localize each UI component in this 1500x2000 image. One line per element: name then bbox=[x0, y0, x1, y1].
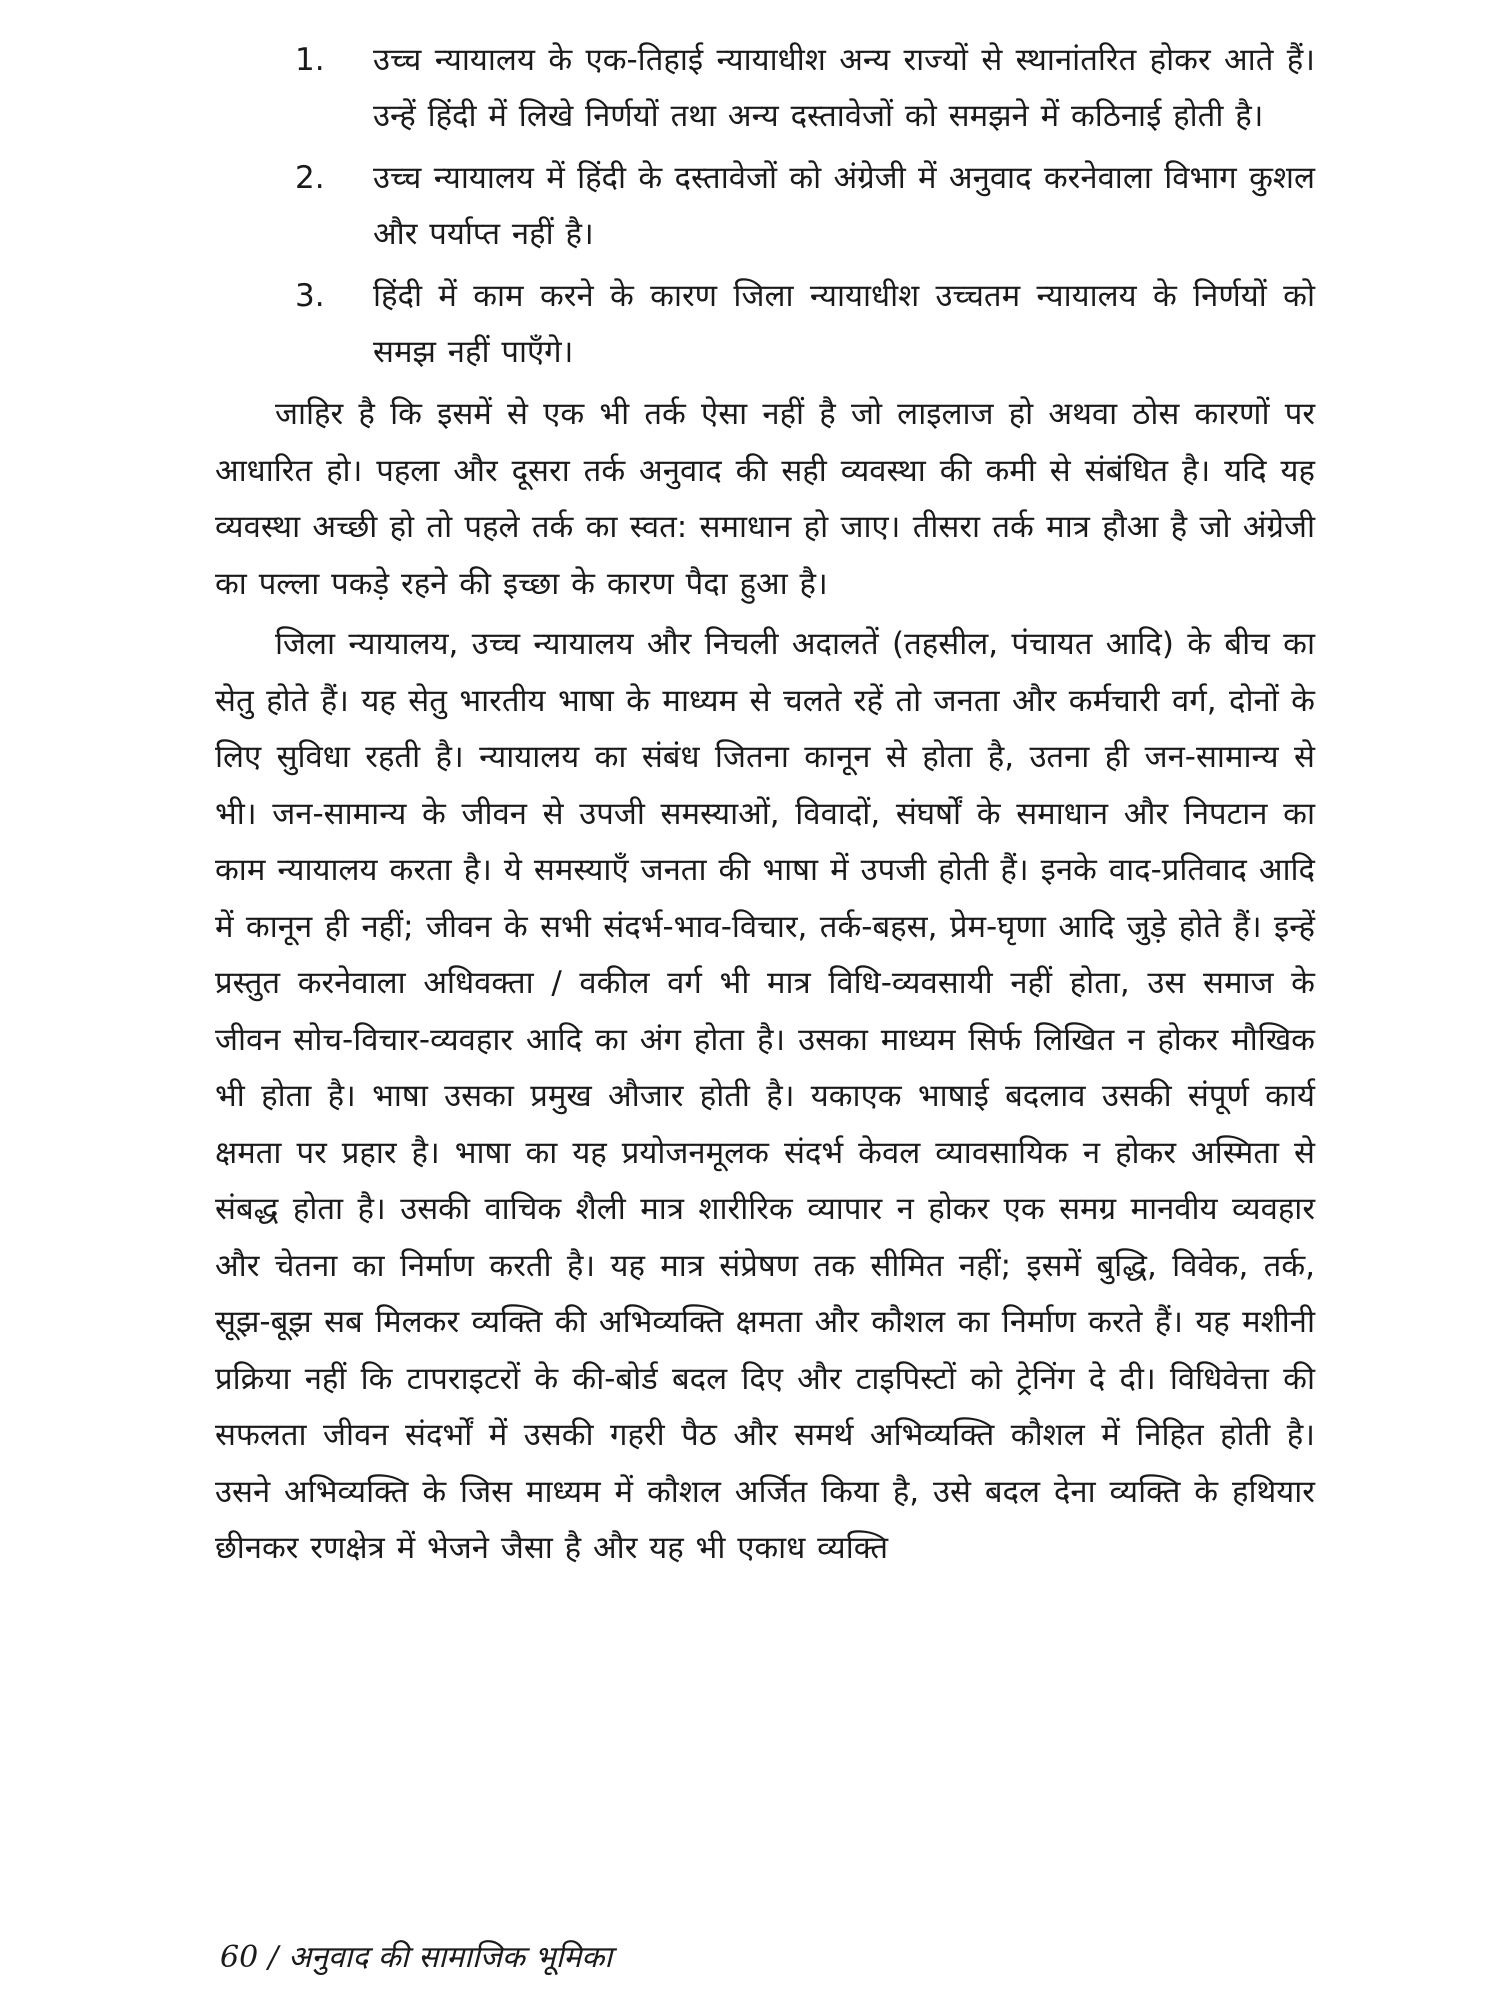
list-item bbox=[215, 150, 1315, 262]
book-title: अनुवाद की सामाजिक भूमिका bbox=[288, 1940, 613, 1975]
page-footer bbox=[220, 1935, 612, 1976]
list-item-text: उच्च न्यायालय के एक-तिहाई न्यायाधीश अन्य राज्यों से स्थानांतरित होकर आते हैं। उन्हें हिंदी में लिखे निर्णयों तथा अन्य दस्तावेजों को समझने में कठिनाई होती है। bbox=[373, 42, 1315, 134]
list-item-text: हिंदी में काम करने के कारण जिला न्यायाधीश उच्चतम न्यायालय के निर्णयों को समझ नहीं पाएँगे। bbox=[373, 278, 1315, 370]
list-item bbox=[215, 268, 1315, 380]
list-item-number: 3. bbox=[295, 278, 325, 314]
list-item-number: 1. bbox=[295, 42, 325, 78]
paragraph: जिला न्यायालय, उच्च न्यायालय और निचली अदालतें (तहसील, पंचायत आदि) के बीच का सेतु होते हैं। यह सेतु भारतीय भाषा के माध्यम से चलते रहें तो जनता और कर्मचारी वर्ग, दोनों के लिए सुविधा रहती है। न्यायालय का संबंध जितना कानून से होता है, उतना ही जन-सामान्य से भी। जन-सामान्य के जीवन से उपजी समस्याओं, विवादों, संघर्षों के समाधान और निपटान का काम न्यायालय करता है। ये समस्याएँ जनता की भाषा में उपजी होती हैं। इनके वाद-प्रतिवाद आदि में कानून ही नहीं; जीवन के सभी संदर्भ-भाव-विचार, तर्क-बहस, प्रेम-घृणा आदि जुड़े होते हैं। इन्हें प्रस्तुत करनेवाला अधिवक्ता / वकील वर्ग भी मात्र विधि-व्यवसायी नहीं होता, उस समाज के जीवन सोच-विचार-व्यवहार आदि का अंग होता है। उसका माध्यम सिर्फ लिखित न होकर मौखिक भी होता है। भाषा उसका प्रमुख औजार होती है। यकाएक भाषाई बदलाव उसकी संपूर्ण कार्य क्षमता पर प्रहार है। भाषा का यह प्रयोजनमूलक संदर्भ केवल व्यावसायिक न होकर अस्मिता से संबद्ध होता है। उसकी वाचिक शैली मात्र शारीरिक व्यापार न होकर एक समग्र मानवीय व्यवहार और चेतना का निर्माण करती है। यह मात्र संप्रेषण तक सीमित नहीं; इसमें बुद्धि, विवेक, तर्क, सूझ-बूझ सब मिलकर व्यक्ति की अभिव्यक्ति क्षमता और कौशल का निर्माण करते हैं। यह मशीनी प्रक्रिया नहीं कि टापराइटरों के की-बोर्ड बदल दिए और टाइपिस्टों को ट्रेनिंग दे दी। विधिवेत्ता की सफलता जीवन संदर्भों में उसकी गहरी पैठ और समर्थ अभिव्यक्ति कौशल में निहित होती है। उसने अभिव्यक्ति के जिस माध्यम में कौशल अर्जित किया है, उसे बदल देना व्यक्ति के हथियार छीनकर रणक्षेत्र में भेजने जैसा है और यह भी एकाध व्यक्ति bbox=[215, 626, 1315, 1566]
paragraph: जाहिर है कि इसमें से एक भी तर्क ऐसा नहीं है जो लाइलाज हो अथवा ठोस कारणों पर आधारित हो। पहला और दूसरा तर्क अनुवाद की सही व्यवस्था की कमी से संबंधित है। यदि यह व्यवस्था अच्छी हो तो पहले तर्क का स्वत: समाधान हो जाए। तीसरा तर्क मात्र हौआ है जो अंग्रेजी का पल्ला पकड़े रहने की इच्छा के कारण पैदा हुआ है। bbox=[215, 396, 1315, 602]
page-body bbox=[215, 32, 1315, 1577]
footer-separator: / bbox=[268, 1940, 279, 1975]
list-item bbox=[215, 32, 1315, 144]
page-number: 60 bbox=[220, 1940, 259, 1975]
list-item-text: उच्च न्यायालय में हिंदी के दस्तावेजों को अंग्रेजी में अनुवाद करनेवाला विभाग कुशल और पर्याप्त नहीं है। bbox=[373, 160, 1315, 252]
list-item-number: 2. bbox=[295, 160, 325, 196]
